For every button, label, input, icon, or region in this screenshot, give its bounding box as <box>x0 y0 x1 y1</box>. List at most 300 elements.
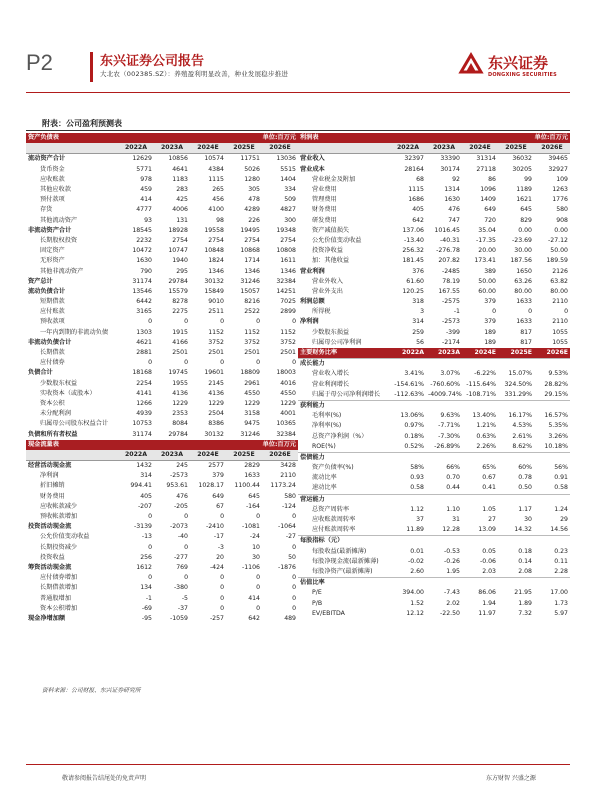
ratios-row <box>298 547 570 557</box>
cash-flow-year-row <box>26 450 298 461</box>
cell-value: 0 <box>256 604 260 612</box>
row-label: 货币资金 <box>40 165 65 173</box>
company-logo <box>458 46 568 90</box>
cell-value: -424 <box>209 563 224 571</box>
cell-value: 314 <box>412 318 424 326</box>
cell-value: 1346 <box>244 267 260 275</box>
cell-value: 189 <box>484 328 496 336</box>
ratios-row <box>298 598 570 608</box>
cell-value: 0 <box>220 604 224 612</box>
ratios-row <box>298 525 570 536</box>
cell-value: 19558 <box>204 226 224 234</box>
cell-value: 20.00 <box>478 247 496 255</box>
cell-value: 720 <box>484 216 496 224</box>
cell-value: 173.41 <box>474 257 496 265</box>
cell-value: 30132 <box>204 430 224 438</box>
year-header: 2024E <box>462 348 498 359</box>
cell-value: -277 <box>173 553 188 561</box>
cell-value: 0 <box>220 594 224 602</box>
cash-flow-row <box>26 573 298 583</box>
cell-value: -1081 <box>242 523 260 531</box>
row-label: 资产总计 <box>28 277 53 285</box>
cell-value: 0 <box>256 584 260 592</box>
cell-value: 0 <box>292 584 296 592</box>
cell-value <box>498 494 534 505</box>
cell-value: 1229 <box>208 399 224 407</box>
cell-value: 4550 <box>244 389 260 397</box>
row-label: 净利率(%) <box>312 422 342 430</box>
cell-value: 36032 <box>512 155 532 163</box>
cell-value: 2.08 <box>518 567 532 575</box>
cell-value: 489 <box>284 614 296 622</box>
year-header: 2025E <box>226 450 262 461</box>
cell-value: 6442 <box>136 298 152 306</box>
disclaimer-note: 敬请参阅报告结尾处的免责声明 <box>62 775 147 782</box>
cell-value: 16.57% <box>544 412 568 420</box>
cell-value: 0 <box>256 359 260 367</box>
cell-value <box>462 494 498 505</box>
cell-value: 9.63% <box>440 412 460 420</box>
cell-value: 19495 <box>240 226 260 234</box>
cell-value: 189 <box>484 338 496 346</box>
row-label: ROE(%) <box>312 442 336 450</box>
cell-value: 134 <box>140 584 152 592</box>
cell-value: 30205 <box>512 165 532 173</box>
cell-value: 1.10 <box>446 505 460 513</box>
cell-value: 18928 <box>168 226 188 234</box>
cell-value: 0.97% <box>404 422 424 430</box>
ratios-row <box>298 515 570 525</box>
cell-value: 12629 <box>132 155 152 163</box>
cell-value: 645 <box>520 206 532 214</box>
row-label: 估值比率 <box>298 578 390 589</box>
cell-value: 1.73 <box>554 599 568 607</box>
cell-value: -1106 <box>242 563 260 571</box>
cell-value: 379 <box>484 318 496 326</box>
cell-value: 3.26% <box>548 432 568 440</box>
cell-value: 9475 <box>244 420 260 428</box>
row-label: 折旧摊销 <box>40 482 65 490</box>
cell-value: 8386 <box>208 420 224 428</box>
cash-flow-row <box>26 614 298 624</box>
cell-value: 14.56 <box>550 526 568 534</box>
cell-value: 78.19 <box>442 277 460 285</box>
cell-value: 1.95 <box>446 567 460 575</box>
income-statement-row <box>298 246 570 256</box>
cell-value: 0 <box>492 308 496 316</box>
row-label: 固定资产 <box>40 247 65 255</box>
cell-value: 56 <box>416 338 424 346</box>
cell-value: 2110 <box>280 472 296 480</box>
cell-value: 829 <box>520 216 532 224</box>
balance-sheet-year-row <box>26 143 298 154</box>
cell-value: 1055 <box>552 338 568 346</box>
cell-value: -24 <box>249 533 260 541</box>
ratios-row <box>298 400 570 411</box>
cash-flow-row <box>26 471 298 481</box>
cell-value: -2573 <box>442 318 460 326</box>
cell-value: 2881 <box>136 349 152 357</box>
cell-value <box>426 359 462 370</box>
balance-sheet-title: 资产负债表 <box>26 133 118 143</box>
cell-value: 0.23 <box>554 547 568 555</box>
cell-value: 0 <box>184 574 188 582</box>
cell-value: 29784 <box>168 277 188 285</box>
cell-value <box>462 400 498 411</box>
cell-value: 2501 <box>208 349 224 357</box>
cell-value: 29784 <box>168 430 188 438</box>
cell-value: 207.82 <box>438 257 460 265</box>
cell-value <box>390 578 426 589</box>
cell-value: 2511 <box>208 308 224 316</box>
cell-value: 1.52 <box>410 599 424 607</box>
cell-value: 1173.24 <box>270 482 296 490</box>
row-label: 应付账款 <box>40 308 65 316</box>
cell-value: 28.82% <box>544 380 568 388</box>
cell-value: 0.52% <box>404 442 424 450</box>
cell-value: 4384 <box>208 165 224 173</box>
cell-value: 189.59 <box>546 257 568 265</box>
cell-value: 4001 <box>280 410 296 418</box>
cell-value: -6.22% <box>474 370 496 378</box>
cash-flow-title-row <box>26 440 298 450</box>
row-label: 一年内到期的非流动负债 <box>40 328 109 336</box>
cell-value: 4621 <box>136 338 152 346</box>
cell-value: 5515 <box>280 165 296 173</box>
row-label: 流动资产合计 <box>28 155 66 163</box>
ratios-row <box>298 557 570 567</box>
row-label: 营业费用 <box>312 186 337 194</box>
cell-value: 642 <box>412 216 424 224</box>
balance-sheet-row <box>26 368 298 378</box>
row-label: 营业税金及附加 <box>312 175 356 183</box>
ratios-row <box>298 483 570 494</box>
cell-value: 1229 <box>280 399 296 407</box>
cell-value: 3.07% <box>440 370 460 378</box>
cell-value: -3139 <box>134 523 152 531</box>
row-label: 财务费用 <box>40 492 65 500</box>
cell-value: 817 <box>520 338 532 346</box>
row-label: 长期股权投资 <box>40 236 78 244</box>
ratios-row <box>298 578 570 589</box>
cell-value: 245 <box>176 462 188 470</box>
cell-value: 0 <box>292 318 296 326</box>
cell-value: 4006 <box>172 206 188 214</box>
cell-value: 2829 <box>244 462 260 470</box>
row-label: 存货 <box>40 206 53 214</box>
cash-flow-row <box>26 583 298 593</box>
cell-value: 0 <box>292 359 296 367</box>
cell-value: 226 <box>248 216 260 224</box>
cell-value: 13036 <box>276 155 296 163</box>
cell-value: 1189 <box>516 186 532 194</box>
cell-value: 318 <box>412 298 424 306</box>
cell-value <box>534 494 570 505</box>
cell-value: -2485 <box>442 267 460 275</box>
cell-value: 18168 <box>132 369 152 377</box>
cell-value: 2110 <box>552 318 568 326</box>
cell-value: 30174 <box>440 165 460 173</box>
cell-value: 2754 <box>280 236 296 244</box>
cell-value <box>390 536 426 547</box>
cell-value: 66% <box>446 464 460 472</box>
cell-value: 331.29% <box>504 390 532 398</box>
balance-sheet-row <box>26 399 298 409</box>
cell-value: 0.05 <box>482 547 496 555</box>
cash-flow-row <box>26 492 298 502</box>
row-label: 投资净收益 <box>312 247 343 255</box>
cell-value: 0 <box>184 513 188 521</box>
balance-sheet-row <box>26 409 298 419</box>
ratios-row <box>298 452 570 463</box>
cell-value: 649 <box>212 492 224 500</box>
unit-label: 单位:百万元 <box>118 440 298 450</box>
cell-value: 4100 <box>208 206 224 214</box>
cell-value: 1152 <box>208 328 224 336</box>
cell-value: 10365 <box>276 420 296 428</box>
ratios-row <box>298 380 570 390</box>
cell-value <box>498 452 534 463</box>
ratios-title: 主要财务比率 <box>298 348 390 359</box>
cell-value: -108.71% <box>466 390 496 398</box>
row-label: 预收帐款增加 <box>40 513 78 521</box>
cell-value: 3428 <box>280 462 296 470</box>
row-label: 每股指标（元） <box>298 536 390 547</box>
row-label: 成长能力 <box>298 359 390 370</box>
cell-value: 425 <box>176 196 188 204</box>
cell-value: 747 <box>448 216 460 224</box>
cell-value: 0.91 <box>554 474 568 482</box>
cell-value: 32927 <box>548 165 568 173</box>
cell-value: 2961 <box>244 379 260 387</box>
source-note: 资料来源：公司财报、东兴证券研究所 <box>42 688 141 694</box>
cell-value: 11.97 <box>478 609 496 617</box>
ratios-row <box>298 473 570 483</box>
cell-value: -399 <box>445 328 460 336</box>
year-header: 2025E <box>498 348 534 359</box>
cell-value: 31246 <box>240 430 260 438</box>
cell-value: 1.12 <box>410 505 424 513</box>
year-header: 2023A <box>426 143 462 154</box>
row-label: 营业利润 <box>300 267 325 275</box>
footer-slogan: 东方财智 兴盛之源 <box>486 775 536 782</box>
cell-value: 29 <box>560 516 568 524</box>
footer-rule <box>26 764 570 765</box>
cell-value <box>390 359 426 370</box>
cell-value: 1100.44 <box>234 482 260 490</box>
income-statement-row <box>298 195 570 205</box>
cell-value: 31314 <box>476 155 496 163</box>
cell-value: 9010 <box>208 298 224 306</box>
cell-value: 30 <box>252 553 260 561</box>
cell-value <box>426 536 462 547</box>
page-number: P2 <box>26 50 53 75</box>
cell-value: 2126 <box>552 267 568 275</box>
cell-value: 476 <box>176 492 188 500</box>
cell-value: 13.09 <box>478 526 496 534</box>
cell-value <box>534 452 570 463</box>
row-label: 公允价值变动收益 <box>40 533 90 541</box>
row-label: 筹资活动现金流 <box>28 563 72 571</box>
income-statement-row <box>298 185 570 195</box>
cell-value: 7.32 <box>518 609 532 617</box>
row-label: 长期投资减少 <box>40 543 78 551</box>
cell-value: 19601 <box>204 369 224 377</box>
cell-value: 478 <box>248 196 260 204</box>
cell-value: 0.14 <box>518 557 532 565</box>
cell-value: 31174 <box>132 277 152 285</box>
balance-sheet-row <box>26 205 298 215</box>
cell-value: 1633 <box>516 318 532 326</box>
cell-value: 2504 <box>208 410 224 418</box>
cell-value: 80.00 <box>514 287 532 295</box>
cell-value: 0 <box>220 584 224 592</box>
cell-value: 67 <box>216 502 224 510</box>
ratios-row <box>298 369 570 379</box>
cell-value: 120.25 <box>402 287 424 295</box>
cell-value: 32384 <box>276 277 296 285</box>
cash-flow-row <box>26 543 298 553</box>
cell-value: 3752 <box>244 338 260 346</box>
cell-value: 10.18% <box>544 442 568 450</box>
row-label: 预收款项 <box>40 318 65 326</box>
row-label: 流动比率 <box>312 474 337 482</box>
balance-sheet-row <box>26 338 298 348</box>
income-statement-row <box>298 256 570 266</box>
cell-value: -1876 <box>278 563 296 571</box>
row-label: 公允价值变动收益 <box>312 236 362 244</box>
cell-value: 18809 <box>240 369 260 377</box>
row-label: 负债合计 <box>28 369 53 377</box>
cell-value: 10848 <box>204 247 224 255</box>
ratios-row <box>298 411 570 421</box>
unit-label: 单位:百万元 <box>390 133 570 143</box>
cell-value: 0.18 <box>518 547 532 555</box>
row-label: 速动比率 <box>312 484 337 492</box>
cell-value: 28164 <box>404 165 424 173</box>
cell-value: 0 <box>528 308 532 316</box>
cell-value: 283 <box>176 186 188 194</box>
cell-value: 2.26% <box>476 442 496 450</box>
cell-value: 0 <box>220 574 224 582</box>
cell-value: 645 <box>248 492 260 500</box>
cell-value: 414 <box>140 196 152 204</box>
row-label: 营业外收入 <box>312 277 343 285</box>
row-label: 利润总额 <box>300 298 325 306</box>
cell-value: 4827 <box>280 206 296 214</box>
cell-value: 389 <box>484 267 496 275</box>
cell-value: 300 <box>284 216 296 224</box>
row-label: 财务费用 <box>312 206 337 214</box>
cell-value: 0 <box>220 318 224 326</box>
cell-value <box>498 359 534 370</box>
cell-value: 0.11 <box>554 557 568 565</box>
cell-value: 1409 <box>480 196 496 204</box>
logo-text-en: DONGXING SECURITIES <box>488 72 557 78</box>
row-label: 资产负债率(%) <box>312 464 354 472</box>
cell-value: 4550 <box>280 389 296 397</box>
cell-value: 908 <box>556 216 568 224</box>
cash-flow-row <box>26 502 298 512</box>
cell-value: -760.60% <box>430 380 460 388</box>
balance-sheet-row <box>26 429 298 439</box>
cell-value: 379 <box>484 298 496 306</box>
cell-value: 978 <box>140 175 152 183</box>
row-label: 投资活动现金流 <box>28 523 72 531</box>
cell-value: 5.97 <box>554 609 568 617</box>
cell-value: 19348 <box>276 226 296 234</box>
cell-value: 12.28 <box>442 526 460 534</box>
cell-value <box>534 578 570 589</box>
row-label: 营业成本 <box>300 165 325 173</box>
ratios-row <box>298 536 570 547</box>
row-label: 每股净资产(最新摊薄) <box>312 567 373 575</box>
row-label: 普通股增加 <box>40 594 71 602</box>
cell-value: -7.43 <box>443 589 460 597</box>
cell-value <box>426 452 462 463</box>
cell-value <box>534 536 570 547</box>
cell-value: 4166 <box>172 338 188 346</box>
cell-value: 256 <box>140 553 152 561</box>
cell-value: 0.58 <box>410 484 424 492</box>
header-rule <box>26 92 570 93</box>
cell-value: 8084 <box>172 420 188 428</box>
income-statement-row <box>298 328 570 338</box>
cell-value: 0.93 <box>410 474 424 482</box>
ratios-title-row <box>298 348 570 359</box>
row-label: 偿债能力 <box>298 452 390 463</box>
row-label: 每股净现金流(最新摊薄) <box>312 557 379 565</box>
cell-value: 14251 <box>276 287 296 295</box>
cell-value: 2145 <box>208 379 224 387</box>
balance-sheet-row <box>26 307 298 317</box>
row-label: 营业收入增长 <box>312 370 350 378</box>
cell-value: 305 <box>248 186 260 194</box>
row-label: 净利润 <box>40 472 59 480</box>
cell-value: 1432 <box>136 462 152 470</box>
cell-value: -23.69 <box>512 236 532 244</box>
cell-value: 16.17% <box>508 412 532 420</box>
balance-sheet-row <box>26 246 298 256</box>
cell-value: 0 <box>292 574 296 582</box>
cell-value: 0 <box>256 513 260 521</box>
balance-sheet-row <box>26 287 298 297</box>
row-label: 投资收益 <box>40 553 65 561</box>
cell-value <box>390 452 426 463</box>
cell-value: -0.26 <box>443 557 460 565</box>
cell-value: -1 <box>453 308 460 316</box>
cell-value: 790 <box>140 267 152 275</box>
cell-value: 131 <box>176 216 188 224</box>
cell-value: 0 <box>292 594 296 602</box>
income-statement-row <box>298 205 570 215</box>
income-statement-row <box>298 287 570 297</box>
cell-value: -5 <box>181 594 188 602</box>
cell-value: 0 <box>220 513 224 521</box>
row-label: 应收帐款减少 <box>40 502 78 510</box>
balance-sheet-row <box>26 389 298 399</box>
row-label: 管理费用 <box>312 196 337 204</box>
cell-value: 1115 <box>408 186 424 194</box>
cell-value: 953.61 <box>166 482 188 490</box>
income-statement-row <box>298 266 570 276</box>
cell-value: 11751 <box>240 155 260 163</box>
cell-value: -2410 <box>206 523 224 531</box>
cell-value: 1.05 <box>482 505 496 513</box>
cell-value: 35.04 <box>478 226 496 234</box>
cash-flow-row <box>26 593 298 603</box>
cell-value: 1955 <box>172 379 188 387</box>
